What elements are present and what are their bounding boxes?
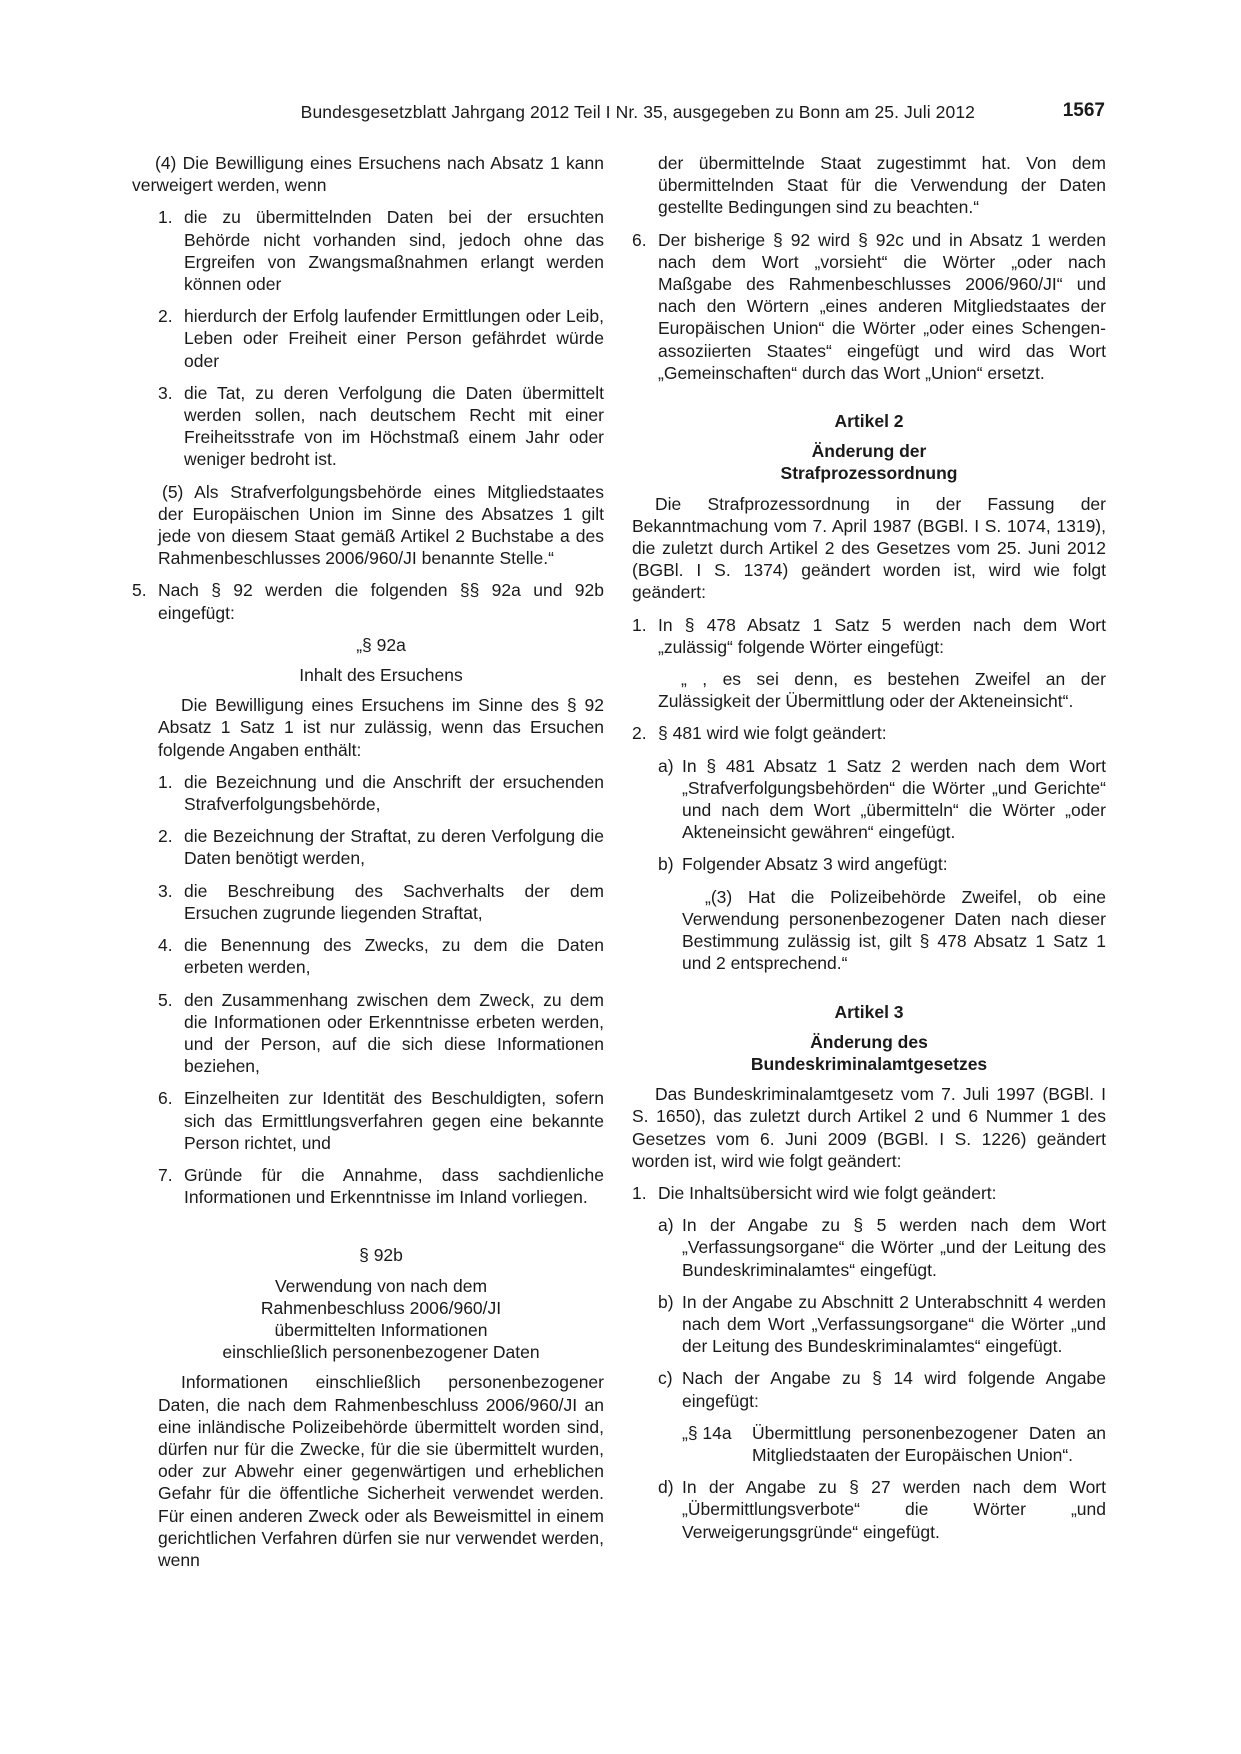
title-line: Änderung des (810, 1031, 928, 1052)
section-92a-heading: „§ 92a (356, 634, 406, 655)
paragraph-4: (4) Die Bewilligung eines Ersuchens nach Absatz 1 kann verweigert werden, wenn (132, 153, 604, 196)
item-number: 4. (158, 935, 173, 956)
article-2-intro: Die Strafprozessordnung in der Fassung der Bekanntmachung vom 7. April 1987 (BGBl. I S. 1074, 1319), die zuletzt durch Artikel 2 des Gesetzes vom 25. Juni 2012 (BGBl. I S. 1374) geändert worden ist, wird wie folgt geändert: (632, 493, 1106, 603)
list-item (132, 989, 604, 1078)
section-92b-text: Informationen einschließlich personenbezogener Daten, die nach dem Rahmenbeschluss 2006/960/JI an eine inländische Polizeibehörde übermittelt worden sind, dürfen nur für die Zwecke, für die sie übermittelt wurden, oder zur Abwehr einer gegenwärtigen und erheblichen Gefahr für die öffentliche Sicherheit verwendet werden. Für einen anderen Zweck oder als Beweismittel in einem gerichtlichen Verfahren dürfen sie nur verwendet werden, wenn (158, 1372, 604, 1570)
section-92b-title (132, 1275, 604, 1364)
item-number: 2. (158, 306, 173, 327)
sub-item-letter: c) (658, 1368, 673, 1389)
item-text: Einzelheiten zur Identität des Beschuldigten, sofern sich das Ermittlungsverfahren gegen eine bekannte Person richtet, und (184, 1088, 604, 1153)
page-header (128, 100, 1105, 128)
sub-item-letter: b) (658, 1291, 674, 1312)
sub-item-letter: b) (658, 854, 674, 875)
item-number: 2. (632, 723, 647, 744)
list-item (132, 382, 604, 471)
item-number: 5. (158, 989, 173, 1010)
item-number: 6. (632, 229, 647, 250)
sub-item-text: In der Angabe zu Abschnitt 2 Unterabschnitt 4 werden nach dem Wort „Verfassungsorgane“ die Wörter „und der Leitung des Bundeskriminalamtes“ eingefügt. (682, 1291, 1106, 1357)
list-item (132, 934, 604, 978)
item-number: 3. (158, 880, 173, 901)
article-3-intro: Das Bundeskriminalamtgesetz vom 7. Juli 1997 (BGBl. I S. 1650), das zuletzt durch Artikel 2 und 6 Nummer 1 des Gesetzes vom 6. Juni 2009 (BGBl. I S. 1226) geändert worden ist, wird wie folgt geändert: (632, 1084, 1106, 1171)
item-number: 3. (158, 382, 173, 403)
list-item (132, 880, 604, 924)
article-3-heading: Artikel 3 (834, 1001, 904, 1022)
item-text: die zu übermittelnden Daten bei der ersuchten Behörde nicht vorhanden sind, jedoch ohne das Ergreifen von Zwangsmaßnahmen erlangt werden können oder (184, 207, 604, 295)
section-92b-heading: § 92b (359, 1245, 403, 1266)
left-column (132, 152, 604, 1571)
item-number: 7. (158, 1164, 173, 1185)
sub-item (632, 1476, 1106, 1543)
item-text: Gründe für die Annahme, dass sachdienliche Informationen und Erkenntnisse im Inland vorliegen. (184, 1164, 604, 1208)
list-item (132, 305, 604, 372)
item-text: die Bezeichnung der Straftat, zu deren Verfolgung die Daten benötigt werden, (184, 826, 604, 869)
item-number: 6. (158, 1088, 173, 1109)
sub-item-letter: a) (658, 755, 674, 776)
item-text: Die Inhaltsübersicht wird wie folgt geändert: (658, 1182, 997, 1203)
item-text: die Benennung des Zwecks, zu dem die Daten erbeten werden, (184, 935, 604, 978)
sub-item (632, 853, 1106, 875)
title-line: Strafprozessordnung (780, 463, 958, 484)
item-number: 1. (158, 207, 173, 228)
list-item (132, 1087, 604, 1154)
list-item (632, 1182, 1106, 1204)
title-line: Änderung der (811, 441, 927, 462)
sub-item-text: In § 481 Absatz 1 Satz 2 werden nach dem Wort „Strafverfolgungsbehörden“ die Wörter „und Gerichte“ und nach dem Wort „übermitteln“ die Wörter „oder Akteneinsicht gewähren“ eingefügt. (682, 755, 1106, 843)
sub-item (632, 1291, 1106, 1358)
item-number: 1. (632, 1182, 647, 1203)
section-92a-intro: Die Bewilligung eines Ersuchens im Sinne des § 92 Absatz 1 Satz 1 ist nur zulässig, wenn das Ersuchen folgende Angaben enthält: (158, 695, 604, 760)
list-item (132, 206, 604, 295)
sub-item (632, 1367, 1106, 1411)
entry-label: „§ 14a (682, 1422, 732, 1443)
item-text: die Bezeichnung und die Anschrift der ersuchenden Strafverfolgungsbehörde, (184, 771, 604, 815)
page-number: 1567 (1062, 100, 1105, 121)
running-title: Bundesgesetzblatt Jahrgang 2012 Teil I Nr. 35, ausgegeben zu Bonn am 25. Juli 2012 (300, 102, 975, 122)
sub-item (632, 755, 1106, 844)
sub-item-letter: a) (658, 1215, 674, 1236)
item-text: Nach § 92 werden die folgenden §§ 92a und 92b eingefügt: (158, 580, 604, 623)
title-line: Bundeskriminalamtgesetzes (750, 1053, 988, 1074)
paragraph-5: (5) Als Strafverfolgungsbehörde eines Mitgliedstaates der Europäischen Union im Sinne des Absatzes 1 gilt jede von diesem Staat gemäß Artikel 2 Buchstabe a des Rahmenbeschlusses 2006/960/JI benannte Stelle.“ (158, 481, 604, 569)
title-line: einschließlich personenbezogener Daten (222, 1342, 540, 1363)
list-item (132, 1164, 604, 1208)
item-text: hierdurch der Erfolg laufender Ermittlungen oder Leib, Leben oder Freiheit einer Person gefährdet würde oder (184, 306, 604, 371)
item-number: 5. (132, 580, 147, 601)
sub-item (632, 1214, 1106, 1281)
title-line: Verwendung von nach dem (274, 1275, 488, 1296)
list-item (632, 614, 1106, 658)
new-paragraph-3-quote: „(3) Hat die Polizeibehörde Zweifel, ob eine Verwendung personenbezogener Daten nach dieser Bestimmung zulässig ist, gilt § 478 Absatz 1 Satz 1 und 2 entsprechend.“ (682, 886, 1106, 974)
list-item (632, 722, 1106, 744)
continuation-text: der übermittelnde Staat zugestimmt hat. Von dem übermittelnden Staat für die Verwendung der Daten gestellte Bedingungen sind zu beachten.“ (658, 153, 1106, 218)
sub-item-text: Folgender Absatz 3 wird angefügt: (682, 854, 948, 875)
list-item (132, 771, 604, 815)
title-line: übermittelten Informationen (274, 1319, 488, 1340)
article-2-heading: Artikel 2 (834, 411, 904, 432)
sub-item-text: Nach der Angabe zu § 14 wird folgende Angabe eingefügt: (682, 1368, 1106, 1411)
article-2-title (632, 440, 1106, 484)
item-number: 2. (158, 826, 173, 847)
item-text: die Tat, zu deren Verfolgung die Daten übermittelt werden sollen, nach deutschem Recht mit einer Freiheitsstrafe von im Höchstmaß einem Jahr oder weniger bedroht ist. (184, 382, 604, 470)
item-text: § 481 wird wie folgt geändert: (658, 723, 887, 744)
entry-text: Übermittlung personenbezogener Daten an Mitgliedstaaten der Europäischen Union“. (752, 1422, 1106, 1465)
article-3-title (632, 1031, 1106, 1075)
sub-item-text: In der Angabe zu § 27 werden nach dem Wort „Übermittlungsverbote“ die Wörter „und Verweigerungsgründe“ eingefügt. (682, 1477, 1106, 1542)
item-text: den Zusammenhang zwischen dem Zweck, zu dem die Informationen oder Erkenntnisse erbeten werden, und der Person, auf die sich diese Informationen beziehen, (184, 989, 604, 1077)
sub-item-text: In der Angabe zu § 5 werden nach dem Wort „Verfassungsorgane“ die Wörter „und der Leitung des Bundeskriminalamtes“ eingefügt. (682, 1215, 1106, 1280)
section-92a-title: Inhalt des Ersuchens (299, 665, 463, 686)
item-text: Der bisherige § 92 wird § 92c und in Absatz 1 werden nach dem Wort „vorsieht“ die Wörter „oder nach Maßgabe des Rahmenbeschlusses 2006/960/JI“ und nach den Wörtern „eines anderen Mitgliedstaates der Europäischen Union“ die Wörter „oder eines Schengen-assoziierten Staates“ eingefügt und wird das Wort „Gemeinschaften“ durch das Wort „Union“ ersetzt. (658, 229, 1106, 383)
sub-item-letter: d) (658, 1477, 674, 1498)
item-number: 1. (158, 771, 173, 792)
title-line: Rahmenbeschluss 2006/960/JI (260, 1297, 502, 1318)
inserted-entry-14a (632, 1422, 1106, 1466)
item-text: In § 478 Absatz 1 Satz 5 werden nach dem Wort „zulässig“ folgende Wörter eingefügt: (658, 614, 1106, 657)
list-item (132, 825, 604, 869)
item-number: 1. (632, 614, 647, 635)
item-text: die Beschreibung des Sachverhalts der dem Ersuchen zugrunde liegenden Straftat, (184, 880, 604, 923)
right-column (632, 152, 1106, 1553)
amendment-item-5 (132, 579, 604, 623)
inserted-words: „ , es sei denn, es bestehen Zweifel an der Zulässigkeit der Übermittlung oder der Akteneinsicht“. (658, 669, 1106, 712)
amendment-item-6 (632, 229, 1106, 384)
